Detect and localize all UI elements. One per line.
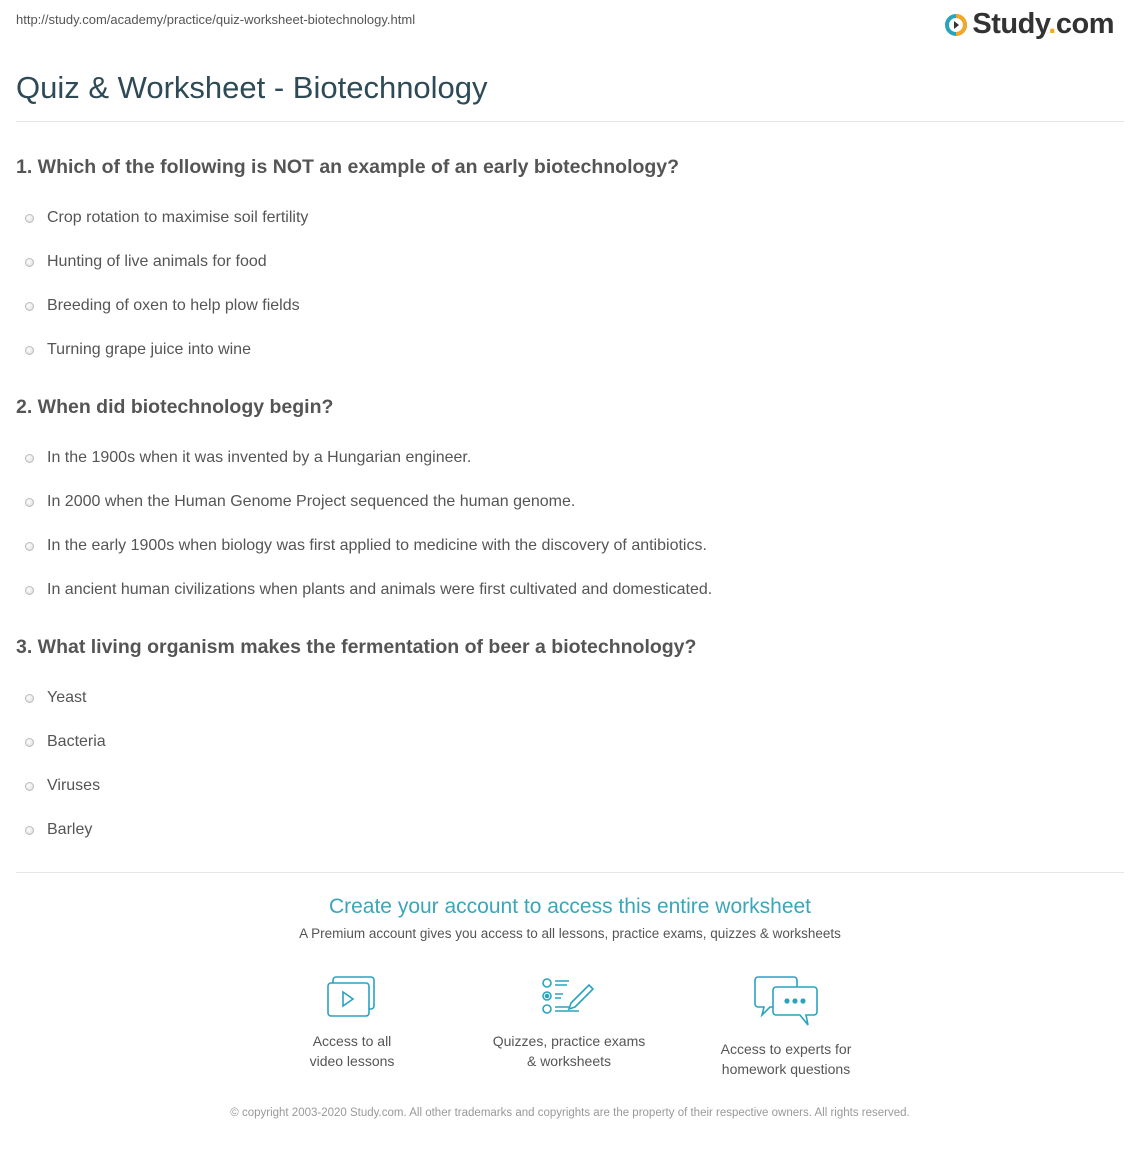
radio-button[interactable] (25, 454, 34, 463)
cta-subtitle: A Premium account gives you access to all lessons, practice exams, quizzes & worksheets (299, 926, 841, 941)
answer-option[interactable] (16, 436, 712, 480)
answer-option[interactable] (16, 568, 712, 612)
feature-label: & worksheets (526, 1053, 612, 1069)
option-label: Crop rotation to maximise soil fertility (47, 209, 309, 226)
answer-option[interactable] (16, 328, 679, 372)
answer-option[interactable] (16, 720, 696, 764)
answer-option[interactable] (16, 240, 679, 284)
question-text: 1. Which of the following is NOT an example of an early biotechnology? (16, 156, 680, 178)
divider (16, 872, 1124, 873)
radio-button[interactable] (25, 346, 34, 355)
feature-label: Quizzes, practice exams (492, 1033, 646, 1049)
question-3 (16, 633, 696, 852)
play-logo-icon (944, 13, 968, 37)
answer-option[interactable] (16, 808, 696, 852)
answer-option[interactable] (16, 196, 679, 240)
logo-name: Study (972, 8, 1049, 40)
radio-button[interactable] (25, 586, 34, 595)
question-1 (16, 153, 679, 372)
page-url: http://study.com/academy/practice/quiz-worksheet-biotechnology.html (16, 12, 416, 27)
answer-option[interactable] (16, 480, 712, 524)
feature-label: Access to all (312, 1033, 392, 1049)
radio-button[interactable] (25, 826, 34, 835)
option-label: Breeding of oxen to help plow fields (47, 297, 300, 314)
feature-video-lessons (252, 975, 452, 1071)
answer-option[interactable] (16, 524, 712, 568)
question-text: 2. When did biotechnology begin? (16, 396, 334, 418)
answer-option[interactable] (16, 676, 696, 720)
feature-label: homework questions (721, 1061, 851, 1077)
divider (16, 121, 1124, 122)
radio-button[interactable] (25, 302, 34, 311)
radio-button[interactable] (25, 214, 34, 223)
radio-button[interactable] (25, 498, 34, 507)
radio-button[interactable] (25, 542, 34, 551)
feature-label: video lessons (309, 1053, 395, 1069)
logo-suffix: com (1055, 8, 1114, 40)
create-account-link[interactable]: Create your account to access this entire worksheet (328, 895, 812, 918)
option-label: Yeast (47, 689, 87, 706)
copyright: © copyright 2003-2020 Study.com. All other trademarks and copyrights are the property of their respective owners. All rights reserved. (230, 1107, 910, 1119)
radio-button[interactable] (25, 782, 34, 791)
option-label: In the 1900s when it was invented by a Hungarian engineer. (47, 449, 472, 466)
radio-button[interactable] (25, 258, 34, 267)
video-icon (326, 975, 378, 1019)
question-2 (16, 393, 712, 612)
answer-option[interactable] (16, 284, 679, 328)
feature-experts (686, 975, 886, 1079)
option-label: In the early 1900s when biology was first applied to medicine with the discovery of antibiotics. (47, 537, 707, 554)
feature-label: Access to experts for (720, 1041, 852, 1057)
option-label: Viruses (47, 777, 101, 794)
radio-button[interactable] (25, 738, 34, 747)
question-text: 3. What living organism makes the fermentation of beer a biotechnology? (16, 636, 697, 658)
answer-option[interactable] (16, 764, 696, 808)
study-logo[interactable]: Study.com (944, 8, 1114, 41)
option-label: In ancient human civilizations when plants and animals were first cultivated and domesticated. (47, 581, 713, 598)
option-label: Hunting of live animals for food (47, 253, 267, 270)
quiz-icon (541, 975, 597, 1019)
option-label: Turning grape juice into wine (47, 341, 251, 358)
chat-icon (754, 975, 818, 1027)
option-label: Barley (47, 821, 93, 838)
option-label: Bacteria (47, 733, 106, 750)
option-label: In 2000 when the Human Genome Project sequenced the human genome. (47, 493, 576, 510)
page-title: Quiz & Worksheet - Biotechnology (16, 70, 488, 105)
radio-button[interactable] (25, 694, 34, 703)
feature-quizzes (469, 975, 669, 1071)
